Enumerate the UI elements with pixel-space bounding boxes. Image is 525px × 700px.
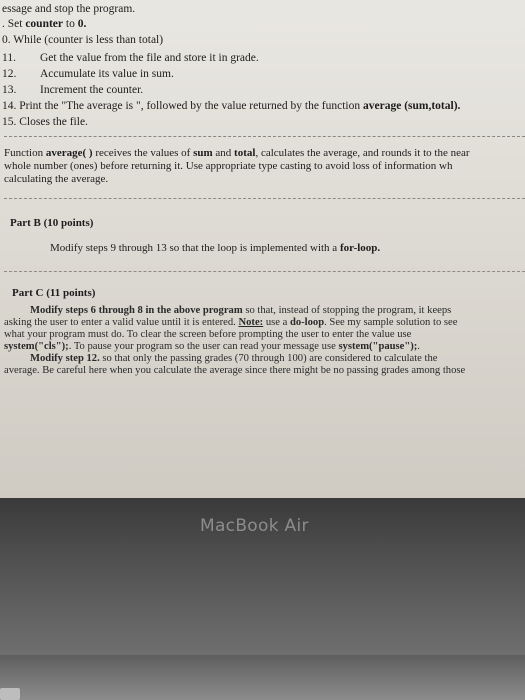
- step-line-9: [2, 17, 86, 31]
- fd-text-c: receives the values of: [92, 147, 194, 159]
- function-desc-line-1: [4, 146, 470, 160]
- step-9-value: 0.: [77, 18, 87, 30]
- part-c-text-2c: use a: [263, 317, 290, 328]
- fd-text-e: and: [212, 147, 235, 159]
- part-c-pause: system("pause");: [338, 341, 418, 352]
- step-line-11: [2, 51, 259, 65]
- step-line-14: [2, 99, 460, 113]
- part-c-line-6: [4, 365, 524, 377]
- part-c-text-5: so that only the passing grades (70 through 100) are considered to calculate the: [99, 353, 438, 364]
- step-11-number: 11.: [2, 52, 16, 64]
- step-9-bold: counter: [25, 18, 64, 30]
- function-desc-line-2: [4, 159, 452, 173]
- part-b-bold: for-loop.: [339, 242, 381, 254]
- step-15-number: 15.: [2, 116, 17, 128]
- fd-text-g: , calculates the average, and rounds it to the near: [255, 147, 470, 159]
- part-c-line-5: [30, 353, 524, 365]
- fd-sum: sum: [193, 147, 213, 159]
- keyboard-edge: [0, 655, 525, 700]
- step-9-mid: to: [63, 18, 78, 30]
- part-b-title: Part B (10 points): [10, 217, 94, 229]
- part-c-line-3: [4, 329, 524, 341]
- part-c-text-4: . To pause your program so the user can read your message use: [68, 341, 339, 352]
- step-line-8: [2, 2, 135, 16]
- fd-func-name: average( ): [45, 147, 93, 159]
- part-c-do-loop: do-loop: [289, 317, 325, 328]
- fd-line-2-text: whole number (ones) before returning it. Use appropriate type casting to avoid loss of information wh: [4, 160, 453, 172]
- part-c-note: Note:: [238, 317, 264, 328]
- fd-total: total: [234, 147, 256, 159]
- part-c-bold-1: Modify steps 6 through 8 in the above program: [30, 305, 243, 316]
- step-14-number: 14.: [2, 100, 17, 112]
- section-divider: [4, 136, 525, 137]
- step-13-number: 13.: [2, 84, 17, 96]
- step-15-text: Closes the file.: [19, 116, 88, 128]
- step-14-bold: average (sum,total).: [363, 100, 461, 112]
- part-c-line-1: [30, 305, 524, 317]
- part-b-instruction: [50, 241, 380, 255]
- part-c-line-2: [4, 317, 524, 329]
- step-line-13: [2, 83, 144, 97]
- part-c-text-2e: . See my sample solution to see: [324, 317, 458, 328]
- part-b-box: [4, 198, 525, 272]
- step-line-10: [2, 33, 163, 47]
- part-c-text-4d: .: [417, 341, 420, 352]
- part-c-text-3: what your program must do. To clear the screen before prompting the user to enter the value use: [4, 329, 412, 340]
- step-13-text: Increment the counter.: [40, 84, 144, 96]
- fd-text-a: Function: [4, 147, 46, 159]
- function-desc-line-3: [4, 172, 108, 186]
- step-12-text: Accumulate its value in sum.: [40, 68, 174, 80]
- step-12-number: 12.: [2, 68, 17, 80]
- step-10-text: While (counter is less than total): [13, 34, 164, 46]
- device-brand-label: MacBook Air: [200, 516, 309, 536]
- part-c-bold-5: Modify step 12.: [30, 353, 100, 364]
- part-b-text: Modify steps 9 through 13 so that the loop is implemented with a: [50, 242, 340, 254]
- part-c-text-1: so that, instead of stopping the program, it keeps: [242, 305, 452, 316]
- step-line-12: [2, 67, 174, 81]
- step-11-text: Get the value from the file and store it in grade.: [40, 52, 259, 64]
- step-8-text: essage and stop the program.: [2, 3, 136, 15]
- keyboard-key: [0, 688, 20, 700]
- part-c-line-4: [4, 341, 524, 353]
- step-line-15: [2, 115, 88, 129]
- part-c-title: Part C (11 points): [12, 287, 96, 299]
- step-10-number: 0.: [2, 34, 11, 46]
- step-9-number: .: [2, 18, 5, 30]
- step-14-text: Print the "The average is ", followed by the value returned by the function: [19, 100, 363, 112]
- part-c-cls: system("cls");: [4, 341, 69, 352]
- fd-line-3-text: calculating the average.: [4, 173, 109, 185]
- part-c-text-2: asking the user to enter a valid value until it is entered.: [4, 317, 239, 328]
- part-c-text-6: average. Be careful here when you calculate the average since there might be no passing grades among those: [4, 365, 466, 376]
- step-9-text: Set: [7, 18, 26, 30]
